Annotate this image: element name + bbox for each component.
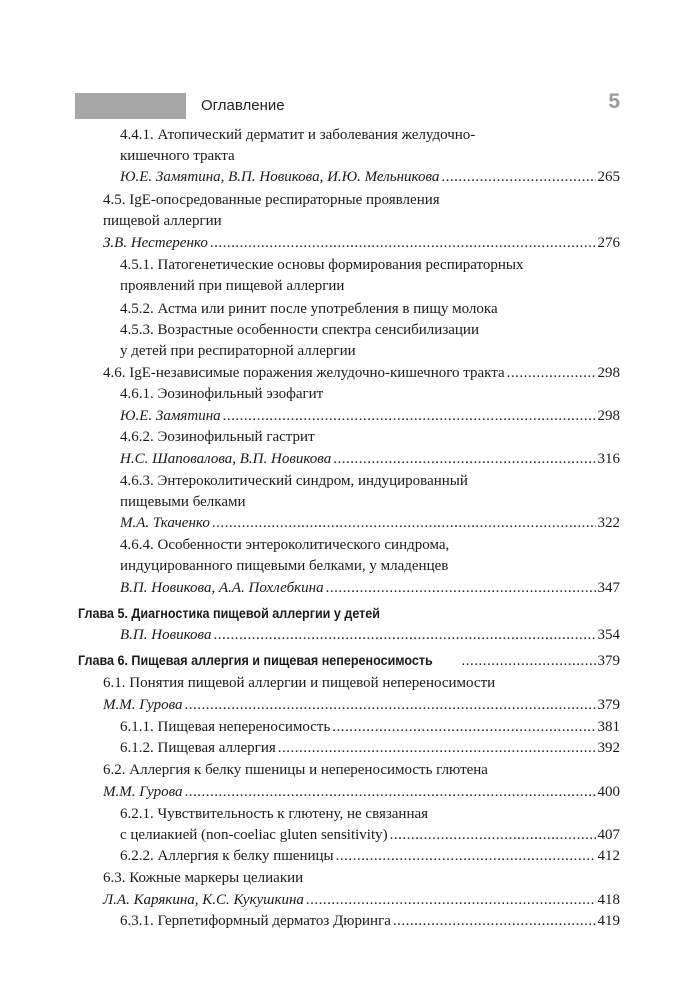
toc-leader-dots bbox=[213, 625, 595, 645]
toc-page-number: 400 bbox=[597, 784, 620, 800]
toc-entry-text: 6.1.1. Пищевая непереносимость bbox=[120, 719, 331, 735]
toc-author-entry bbox=[103, 233, 620, 253]
toc-page-number: 379 bbox=[597, 653, 620, 669]
toc-entry-text: 4.5.2. Астма или ринит после употребления в пищу молока bbox=[120, 301, 498, 317]
toc-entry bbox=[120, 471, 468, 491]
toc-entry-text: 6.2.1. Чувствительность к глютену, не связанная bbox=[120, 806, 429, 822]
toc-author-entry bbox=[103, 695, 620, 715]
toc-entry bbox=[120, 492, 246, 512]
toc-entry-text: 4.5. IgE-опосредованные респираторные проявления bbox=[103, 192, 440, 208]
toc-page-number: 298 bbox=[597, 365, 620, 381]
toc-entry bbox=[120, 911, 620, 931]
toc-entry bbox=[103, 760, 488, 780]
toc-entry-text: кишечного тракта bbox=[120, 148, 235, 164]
toc-page-number: 265 bbox=[597, 169, 620, 185]
toc-author-entry bbox=[120, 406, 620, 426]
toc-entry-text: 6.1.2. Пищевая аллергия bbox=[120, 740, 276, 756]
toc-page-number: 419 bbox=[597, 913, 620, 929]
toc-entry-text: 4.6.1. Эозинофильный эзофагит bbox=[120, 386, 324, 402]
toc-author-entry bbox=[120, 513, 620, 533]
toc-entry-text: 4.6.3. Энтероколитический синдром, индуцированный bbox=[120, 473, 468, 489]
toc-entry bbox=[120, 717, 620, 737]
toc-entry bbox=[120, 384, 323, 404]
toc-entry bbox=[120, 276, 344, 296]
toc-entry-text: 4.5.1. Патогенетические основы формирования респираторных bbox=[120, 257, 524, 273]
toc-leader-dots bbox=[185, 782, 596, 802]
toc-entry-text: 4.6.2. Эозинофильный гастрит bbox=[120, 429, 315, 445]
toc-author-entry bbox=[103, 890, 620, 910]
toc-entry-text: В.П. Новикова bbox=[120, 627, 212, 643]
toc-author-entry bbox=[120, 625, 620, 645]
toc-leader-dots bbox=[332, 717, 595, 737]
toc-leader-dots bbox=[185, 695, 596, 715]
toc-leader-dots bbox=[306, 890, 596, 910]
toc-leader-dots bbox=[461, 651, 595, 671]
toc-page-number: 347 bbox=[597, 580, 620, 596]
toc-chapter-entry bbox=[78, 651, 620, 671]
toc-page-number: 354 bbox=[597, 627, 620, 643]
page-number: 5 bbox=[608, 90, 620, 113]
toc-entry bbox=[120, 125, 475, 145]
toc-entry bbox=[120, 535, 449, 555]
toc-entry-text: 4.6. IgE-независимые поражения желудочно-кишечного тракта bbox=[103, 365, 505, 381]
toc-leader-dots bbox=[390, 825, 596, 845]
toc-page-number: 412 bbox=[597, 848, 620, 864]
page-header-title: Оглавление bbox=[201, 97, 285, 114]
toc-entry bbox=[120, 804, 428, 824]
toc-chapter-entry bbox=[78, 604, 403, 624]
toc-entry-text: 6.1. Понятия пищевой аллергии и пищевой непереносимости bbox=[103, 675, 496, 691]
toc-entry bbox=[103, 211, 222, 231]
toc-entry-text: Ю.Е. Замятина, В.П. Новикова, И.Ю. Мельникова bbox=[120, 169, 440, 185]
toc-entry-text: пищевыми белками bbox=[120, 494, 246, 510]
toc-author-entry bbox=[120, 449, 620, 469]
toc-page-number: 418 bbox=[597, 892, 620, 908]
header-gray-bar bbox=[75, 93, 186, 119]
toc-entry bbox=[120, 556, 448, 576]
toc-page-number: 379 bbox=[597, 697, 620, 713]
toc-leader-dots bbox=[223, 406, 596, 426]
toc-entry bbox=[120, 738, 620, 758]
toc-entry-text: М.А. Ткаченко bbox=[120, 515, 210, 531]
toc-entry-text: Н.С. Шаповалова, В.П. Новикова bbox=[120, 451, 332, 467]
toc-entry-text: 4.6.4. Особенности энтероколитического синдрома, bbox=[120, 537, 450, 553]
toc-entry-text: индуцированного пищевыми белками, у младенцев bbox=[120, 558, 449, 574]
toc-leader-dots bbox=[210, 233, 596, 253]
toc-page-number: 276 bbox=[597, 235, 620, 251]
toc-entry bbox=[103, 868, 303, 888]
toc-page-number: 316 bbox=[597, 451, 620, 467]
toc-page-number: 381 bbox=[597, 719, 620, 735]
toc-entry-text: 6.2.2. Аллергия к белку пшеницы bbox=[120, 848, 334, 864]
toc-leader-dots bbox=[278, 738, 596, 758]
toc-entry bbox=[120, 255, 524, 275]
toc-entry-text: у детей при респираторной аллергии bbox=[120, 343, 356, 359]
toc-page-number: 407 bbox=[597, 827, 620, 843]
toc-entry-text: М.М. Гурова bbox=[103, 697, 183, 713]
toc-page-number: 392 bbox=[597, 740, 620, 756]
toc-leader-dots bbox=[212, 513, 596, 533]
toc-entry bbox=[120, 299, 498, 319]
toc-leader-dots bbox=[393, 911, 596, 931]
toc-entry bbox=[120, 146, 235, 166]
toc-entry-text: М.М. Гурова bbox=[103, 784, 183, 800]
toc-entry bbox=[120, 846, 620, 866]
toc-entry-text: 6.3.1. Герпетиформный дерматоз Дюринга bbox=[120, 913, 391, 929]
toc-entry-text: Ю.Е. Замятина bbox=[120, 408, 221, 424]
toc-entry-text: В.П. Новикова, А.А. Похлебкина bbox=[120, 580, 324, 596]
toc-entry-text: проявлений при пищевой аллергии bbox=[120, 278, 345, 294]
toc-entry bbox=[120, 825, 620, 845]
toc-entry bbox=[120, 320, 479, 340]
toc-entry bbox=[103, 190, 440, 210]
toc-entry-text: Л.А. Карякина, К.С. Кукушкина bbox=[103, 892, 304, 908]
toc-entry-text: Глава 6. Пищевая аллергия и пищевая непереносимость bbox=[78, 653, 433, 668]
toc-entry bbox=[120, 341, 356, 361]
toc-leader-dots bbox=[333, 449, 595, 469]
toc-entry-text: пищевой аллергии bbox=[103, 213, 222, 229]
toc-leader-dots bbox=[441, 167, 595, 187]
toc-entry-text: 6.3. Кожные маркеры целиакии bbox=[103, 870, 304, 886]
toc-entry-text: 4.4.1. Атопический дерматит и заболевания желудочно- bbox=[120, 127, 476, 143]
toc-leader-dots bbox=[326, 578, 596, 598]
toc-entry-text: 4.5.3. Возрастные особенности спектра сенсибилизации bbox=[120, 322, 479, 338]
toc-leader-dots bbox=[336, 846, 596, 866]
toc-page-number: 322 bbox=[597, 515, 620, 531]
toc-entry-text: с целиакией (non-coeliac gluten sensitivity) bbox=[120, 827, 388, 843]
toc-author-entry bbox=[120, 167, 620, 187]
toc-entry-text: Глава 5. Диагностика пищевой аллергии у детей bbox=[78, 606, 380, 621]
toc-entry-text: 6.2. Аллергия к белку пшеницы и непереносимость глютена bbox=[103, 762, 488, 778]
toc-entry bbox=[103, 673, 495, 693]
toc-leader-dots bbox=[507, 363, 596, 383]
toc-entry bbox=[120, 427, 315, 447]
toc-page-number: 298 bbox=[597, 408, 620, 424]
toc-author-entry bbox=[120, 578, 620, 598]
toc-entry-text: З.В. Нестеренко bbox=[103, 235, 208, 251]
toc-author-entry bbox=[103, 782, 620, 802]
toc-entry bbox=[103, 363, 620, 383]
